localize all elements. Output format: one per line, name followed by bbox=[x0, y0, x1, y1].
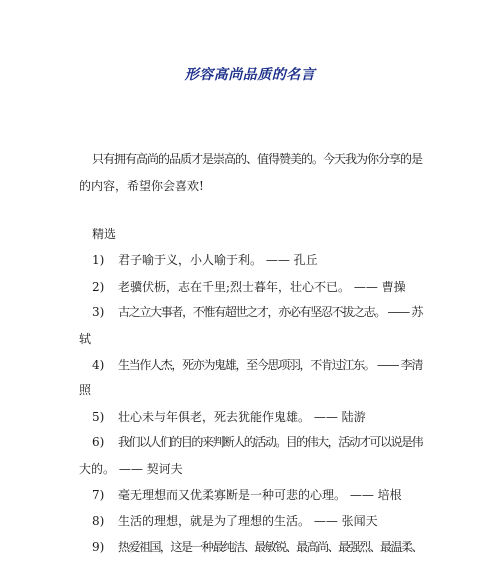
intro-text-1: 只有拥有高尚的品质才是崇高的、值得赞美的。今天我为你分享的是 bbox=[92, 152, 423, 166]
quote-number: 7) bbox=[92, 488, 105, 502]
page-title: 形容高尚品质的名言 bbox=[184, 67, 316, 83]
quote-number: 8) bbox=[92, 514, 105, 528]
quote-text: 君子喻于义，小人喻于利。 —— 孔丘 bbox=[118, 253, 318, 267]
intro-text-2: 的内容，希望你会喜欢! bbox=[79, 179, 204, 193]
quote-text-cont: 轼 bbox=[79, 332, 92, 346]
quote-text: 老骥伏枥，志在千里;烈士暮年，壮心不已。 —— 曹操 bbox=[118, 280, 406, 294]
quote-text: 我们以人们的目的来判断人的活动。目的伟大，活动才可以说是伟 bbox=[118, 435, 422, 449]
section-label: 精选 bbox=[92, 227, 117, 241]
quote-number: 4) bbox=[92, 358, 105, 372]
quote-text-cont: 照 bbox=[79, 383, 92, 397]
quote-text: 古之立大事者，不惟有超世之才，亦必有坚忍不拔之志。 —— 苏 bbox=[118, 305, 423, 319]
quote-text: 壮心未与年俱老，死去犹能作鬼雄。 —— 陆游 bbox=[118, 410, 366, 424]
quote-text-cont: 大的。 —— 契诃夫 bbox=[79, 462, 183, 476]
quote-number: 2) bbox=[92, 280, 105, 294]
quote-text: 毫无理想而又优柔寡断是一种可悲的心理。 —— 培根 bbox=[118, 488, 402, 502]
quote-text: 生活的理想，就是为了理想的生活。 —— 张闻天 bbox=[118, 514, 378, 528]
quote-text: 生当作人杰，死亦为鬼雄，至今思项羽，不肯过江东。 —— 李清 bbox=[118, 358, 423, 372]
quote-number: 3) bbox=[92, 305, 105, 319]
quote-text: 热爱祖国，这是一种最纯洁、最敏锐、最高尚、最强烈、最温柔、 bbox=[118, 540, 422, 554]
quote-number: 5) bbox=[92, 410, 105, 424]
quote-number: 9) bbox=[92, 540, 105, 554]
quote-number: 1) bbox=[92, 253, 105, 267]
quote-number: 6) bbox=[92, 435, 105, 449]
